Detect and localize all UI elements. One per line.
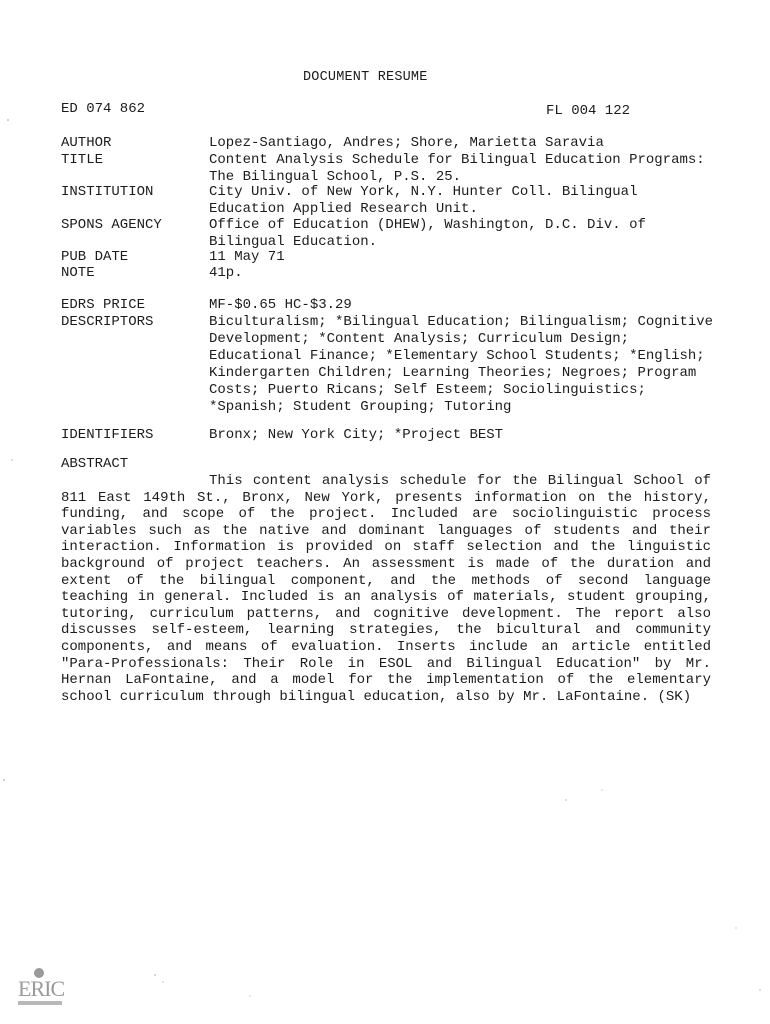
eric-logo-bar [18, 1001, 62, 1005]
field-value: Content Analysis Schedule for Bilingual Education Programs: The Bilingual School, P.S. 25. [209, 152, 705, 185]
field-value: Bronx; New York City; *Project BEST [209, 427, 504, 443]
field-value: Lopez-Santiago, Andres; Shore, Marietta Saravia [209, 135, 604, 151]
abstract-text: This content analysis schedule for the Bilingual School of 811 East 149th St., Bronx, New York, presents information on the history, funding, and scope of the project. Included are sociolinguistic process variables such as the native and dominant languages of students and their interaction. Information is provided on staff selection and the linguistic background of project teachers. An assessment is made of the duration and extent of the bilingual component, and the methods of second language teaching in general. Included is an analysis of materials, student grouping, tutoring, curriculum patterns, and cognitive development. The report also discusses self-esteem, learning strategies, the bicultural and community components, and means of evaluation. Inserts include an article entitled "Para-Professionals: Their Role in ESOL and Bilingual Education" by Mr. Hernan LaFontaine, and a model for the implementation of the elementary school curriculum through bilingual education, also by Mr. LaFontaine. (SK) [61, 473, 711, 705]
field-label: PUB DATE [61, 249, 129, 265]
eric-logo [18, 968, 64, 1008]
field-value: Biculturalism; *Bilingual Education; Bilingualism; Cognitive Development; *Content Analysis; Curriculum Design; Educational Finance; *Elementary School Students; *English; Kindergarten Children; Learning Theories; Negroes; Program Costs; Puerto Ricans; Self Esteem; Sociolinguistics; *Spanish; Student Grouping; Tutoring [209, 314, 714, 415]
abstract-heading: ABSTRACT [61, 456, 129, 472]
field-label: AUTHOR [61, 135, 112, 151]
fl-clearinghouse-number: FL 004 122 [546, 103, 631, 119]
field-label: EDRS PRICE [61, 297, 146, 313]
field-label: DESCRIPTORS [61, 314, 154, 330]
field-label: IDENTIFIERS [61, 427, 154, 443]
field-value: 41p. [209, 265, 243, 281]
field-value: MF-$0.65 HC-$3.29 [209, 297, 352, 313]
field-value: 11 May 71 [209, 249, 285, 265]
document-title: DOCUMENT RESUME [303, 70, 428, 85]
field-label: TITLE [61, 152, 104, 168]
field-label: SPONS AGENCY [61, 217, 162, 233]
ed-accession-number: ED 074 862 [61, 101, 146, 117]
field-value: City Univ. of New York, N.Y. Hunter Coll. Bilingual Education Applied Research Unit. [209, 184, 638, 217]
field-label: INSTITUTION [61, 184, 154, 200]
field-value: Office of Education (DHEW), Washington, D.C. Div. of Bilingual Education. [209, 217, 646, 250]
field-label: NOTE [61, 265, 95, 281]
eric-logo-text: ERIC [18, 976, 65, 1001]
